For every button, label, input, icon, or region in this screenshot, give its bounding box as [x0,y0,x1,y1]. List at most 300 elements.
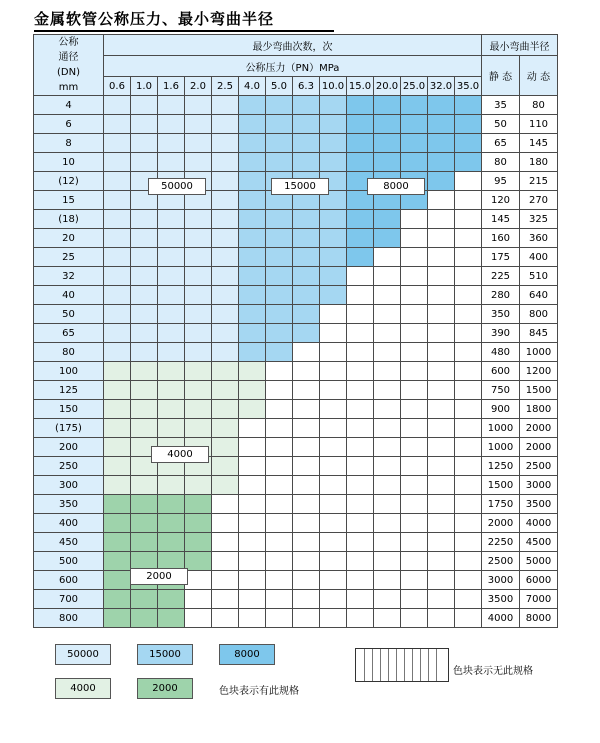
grid-cell [293,495,320,514]
grid-cell [455,590,482,609]
table-row [34,438,558,457]
grid-cell [185,134,212,153]
grid-cell [212,191,239,210]
grid-cell [212,476,239,495]
table-row [34,134,558,153]
overlay-label-8000: 8000 [367,178,425,195]
grid-cell [104,172,131,191]
grid-cell [239,400,266,419]
grid-cell [455,552,482,571]
grid-cell [185,210,212,229]
grid-cell [374,609,401,628]
header-static: 静 态 [482,56,520,96]
row-dn: 25 [34,248,104,267]
grid-cell [212,172,239,191]
legend-no-spec-rule [364,649,365,681]
grid-cell [266,571,293,590]
legend-no-spec-rule [404,649,405,681]
grid-cell [455,476,482,495]
table-row [34,305,558,324]
legend-no-spec-rule [428,649,429,681]
grid-cell [239,438,266,457]
grid-cell [212,96,239,115]
grid-cell [239,552,266,571]
grid-cell [293,571,320,590]
grid-cell [239,381,266,400]
row-static-radius: 2500 [482,552,520,571]
grid-cell [293,590,320,609]
grid-cell [266,343,293,362]
legend-no-spec-rule [372,649,373,681]
grid-cell [401,267,428,286]
grid-cell [455,153,482,172]
grid-cell [374,343,401,362]
legend-chip-2000: 2000 [137,678,193,699]
grid-cell [293,305,320,324]
grid-cell [455,305,482,324]
grid-cell [104,590,131,609]
grid-cell [401,514,428,533]
grid-cell [158,476,185,495]
grid-cell [266,457,293,476]
grid-cell [266,609,293,628]
grid-cell [320,533,347,552]
grid-cell [212,533,239,552]
grid-cell [347,533,374,552]
row-static-radius: 600 [482,362,520,381]
grid-cell [401,134,428,153]
table-row [34,362,558,381]
grid-cell [212,286,239,305]
grid-cell [347,419,374,438]
grid-cell [158,533,185,552]
grid-cell [158,210,185,229]
grid-cell [347,590,374,609]
grid-cell [455,210,482,229]
grid-cell [293,248,320,267]
grid-cell [104,533,131,552]
grid-cell [131,229,158,248]
grid-cell [455,381,482,400]
grid-cell [158,514,185,533]
row-dynamic-radius: 8000 [520,609,558,628]
grid-cell [347,438,374,457]
grid-cell [158,267,185,286]
grid-cell [320,96,347,115]
grid-cell [239,609,266,628]
row-dynamic-radius: 1000 [520,343,558,362]
grid-cell [401,609,428,628]
row-dynamic-radius: 4000 [520,514,558,533]
grid-cell [104,552,131,571]
grid-cell [104,229,131,248]
table-row [34,476,558,495]
grid-cell [104,400,131,419]
grid-cell [212,457,239,476]
grid-cell [293,267,320,286]
row-dynamic-radius: 3500 [520,495,558,514]
grid-cell [428,343,455,362]
row-dynamic-radius: 845 [520,324,558,343]
grid-cell [347,609,374,628]
grid-cell [266,400,293,419]
grid-cell [266,590,293,609]
row-dn: 600 [34,571,104,590]
table-row [34,552,558,571]
grid-cell [266,381,293,400]
grid-cell [347,362,374,381]
grid-cell [320,115,347,134]
grid-cell [239,115,266,134]
header-min-radius: 最小弯曲半径 [482,35,558,56]
grid-cell [455,362,482,381]
page-title: 金属软管公称压力、最小弯曲半径 [34,10,275,28]
row-dn: 80 [34,343,104,362]
grid-cell [266,476,293,495]
grid-cell [185,400,212,419]
table-header-row-3 [34,77,558,96]
row-static-radius: 750 [482,381,520,400]
row-dynamic-radius: 400 [520,248,558,267]
grid-cell [104,305,131,324]
grid-cell [374,552,401,571]
table-row [34,571,558,590]
grid-cell [374,134,401,153]
grid-cell [293,362,320,381]
grid-cell [104,571,131,590]
grid-cell [320,305,347,324]
header-dn-line: 公称 [58,37,79,48]
grid-cell [293,134,320,153]
grid-cell [428,571,455,590]
grid-cell [401,438,428,457]
row-dn: 200 [34,438,104,457]
grid-cell [266,96,293,115]
row-dn: 20 [34,229,104,248]
grid-cell [212,343,239,362]
grid-cell [131,419,158,438]
row-static-radius: 2250 [482,533,520,552]
legend-no-spec-swatch [355,648,449,682]
row-dn: 350 [34,495,104,514]
row-dynamic-radius: 800 [520,305,558,324]
table-header-row-2 [34,56,558,77]
grid-cell [455,248,482,267]
grid-cell [401,381,428,400]
table-row [34,400,558,419]
grid-cell [131,533,158,552]
grid-cell [212,552,239,571]
grid-cell [239,248,266,267]
header-pressure-col: 20.0 [374,77,401,96]
grid-cell [104,191,131,210]
grid-cell [239,153,266,172]
grid-cell [239,96,266,115]
grid-cell [266,248,293,267]
grid-cell [401,305,428,324]
grid-cell [374,495,401,514]
table-row [34,514,558,533]
grid-cell [185,267,212,286]
header-dn [34,35,104,96]
grid-cell [185,590,212,609]
grid-cell [428,115,455,134]
grid-cell [158,419,185,438]
grid-cell [293,476,320,495]
grid-cell [401,324,428,343]
grid-cell [185,533,212,552]
grid-cell [239,343,266,362]
legend-no-spec-rule [388,649,389,681]
row-static-radius: 80 [482,153,520,172]
grid-cell [131,248,158,267]
header-pressure-col: 1.6 [158,77,185,96]
grid-cell [158,153,185,172]
row-dn: (12) [34,172,104,191]
grid-cell [104,286,131,305]
grid-cell [347,514,374,533]
row-dn: 450 [34,533,104,552]
row-dynamic-radius: 5000 [520,552,558,571]
grid-cell [104,495,131,514]
table-row [34,153,558,172]
grid-cell [347,381,374,400]
grid-cell [131,381,158,400]
grid-cell [455,438,482,457]
row-dynamic-radius: 2000 [520,419,558,438]
legend-no-spec-rule [412,649,413,681]
grid-cell [266,362,293,381]
row-dn: 32 [34,267,104,286]
grid-cell [428,210,455,229]
header-pressure-col: 0.6 [104,77,131,96]
grid-cell [158,248,185,267]
row-static-radius: 1750 [482,495,520,514]
grid-cell [455,609,482,628]
grid-cell [131,343,158,362]
row-dn: 40 [34,286,104,305]
header-pressure-col: 2.0 [185,77,212,96]
grid-cell [185,248,212,267]
grid-cell [131,96,158,115]
legend-chip-15000: 15000 [137,644,193,665]
grid-cell [401,229,428,248]
grid-cell [347,495,374,514]
grid-cell [239,172,266,191]
row-static-radius: 390 [482,324,520,343]
grid-cell [212,381,239,400]
grid-cell [320,571,347,590]
header-dn-line: (DN) [57,67,80,78]
grid-cell [320,229,347,248]
grid-cell [104,514,131,533]
grid-cell [239,495,266,514]
grid-cell [455,571,482,590]
grid-cell [374,476,401,495]
grid-cell [347,343,374,362]
grid-cell [401,552,428,571]
row-static-radius: 2000 [482,514,520,533]
grid-cell [185,343,212,362]
grid-cell [212,362,239,381]
grid-cell [293,438,320,457]
grid-cell [428,609,455,628]
grid-cell [374,400,401,419]
grid-cell [455,115,482,134]
grid-cell [401,533,428,552]
grid-cell [212,267,239,286]
legend-no-spec-rule [380,649,381,681]
row-dn: 8 [34,134,104,153]
row-dn: 400 [34,514,104,533]
overlay-label-15000: 15000 [271,178,329,195]
grid-cell [428,438,455,457]
grid-cell [320,400,347,419]
row-dn: 10 [34,153,104,172]
grid-cell [320,476,347,495]
grid-cell [266,229,293,248]
grid-cell [347,457,374,476]
grid-cell [374,305,401,324]
grid-cell [185,153,212,172]
grid-cell [131,590,158,609]
row-dn: 700 [34,590,104,609]
grid-cell [131,514,158,533]
grid-cell [320,457,347,476]
grid-cell [104,210,131,229]
grid-cell [455,324,482,343]
grid-cell [401,248,428,267]
grid-cell [428,457,455,476]
grid-cell [212,495,239,514]
grid-cell [428,381,455,400]
grid-cell [374,381,401,400]
grid-cell [428,191,455,210]
grid-cell [104,457,131,476]
grid-cell [104,438,131,457]
row-dn: 50 [34,305,104,324]
row-dynamic-radius: 640 [520,286,558,305]
grid-cell [212,305,239,324]
grid-cell [455,419,482,438]
spec-table [33,34,558,628]
grid-cell [212,229,239,248]
grid-cell [293,400,320,419]
grid-cell [104,476,131,495]
grid-cell [104,324,131,343]
grid-cell [185,96,212,115]
row-static-radius: 175 [482,248,520,267]
grid-cell [347,229,374,248]
table-row [34,609,558,628]
grid-cell [293,381,320,400]
grid-cell [158,96,185,115]
grid-cell [239,286,266,305]
table-row [34,343,558,362]
grid-cell [104,96,131,115]
row-static-radius: 95 [482,172,520,191]
grid-cell [212,438,239,457]
grid-cell [374,533,401,552]
grid-cell [293,457,320,476]
legend-chip-8000: 8000 [219,644,275,665]
grid-cell [158,400,185,419]
grid-cell [374,324,401,343]
grid-cell [374,267,401,286]
grid-cell [293,153,320,172]
header-pressure-col: 25.0 [401,77,428,96]
header-pressure-col: 32.0 [428,77,455,96]
grid-cell [455,286,482,305]
legend-has-spec-text: 色块表示有此规格 [219,686,299,697]
grid-cell [374,115,401,134]
table-header-row-1 [34,35,558,56]
table-row [34,590,558,609]
grid-cell [320,210,347,229]
grid-cell [185,495,212,514]
grid-cell [185,229,212,248]
grid-cell [131,495,158,514]
header-pressure-col: 2.5 [212,77,239,96]
grid-cell [347,153,374,172]
row-dn: 150 [34,400,104,419]
grid-cell [212,324,239,343]
grid-cell [266,419,293,438]
grid-cell [212,153,239,172]
grid-cell [320,495,347,514]
grid-cell [185,381,212,400]
row-dynamic-radius: 1800 [520,400,558,419]
grid-cell [374,590,401,609]
legend-no-spec-text: 色块表示无此规格 [453,666,533,677]
grid-cell [347,267,374,286]
grid-cell [374,514,401,533]
row-dn: 65 [34,324,104,343]
grid-cell [428,305,455,324]
grid-cell [131,400,158,419]
overlay-label-50000: 50000 [148,178,206,195]
grid-cell [401,343,428,362]
table-row [34,495,558,514]
grid-cell [158,305,185,324]
grid-cell [131,476,158,495]
grid-cell [401,210,428,229]
row-static-radius: 1250 [482,457,520,476]
grid-cell [212,210,239,229]
grid-cell [320,362,347,381]
grid-cell [455,495,482,514]
grid-cell [266,533,293,552]
row-dynamic-radius: 270 [520,191,558,210]
grid-cell [239,267,266,286]
grid-cell [428,134,455,153]
grid-cell [131,362,158,381]
row-static-radius: 225 [482,267,520,286]
row-dynamic-radius: 145 [520,134,558,153]
grid-cell [374,438,401,457]
row-dn: 15 [34,191,104,210]
grid-cell [320,552,347,571]
table-row [34,286,558,305]
grid-cell [104,267,131,286]
grid-cell [428,552,455,571]
row-static-radius: 145 [482,210,520,229]
row-dynamic-radius: 325 [520,210,558,229]
table-row [34,229,558,248]
header-pressure-col: 1.0 [131,77,158,96]
row-dn: (18) [34,210,104,229]
grid-cell [320,438,347,457]
